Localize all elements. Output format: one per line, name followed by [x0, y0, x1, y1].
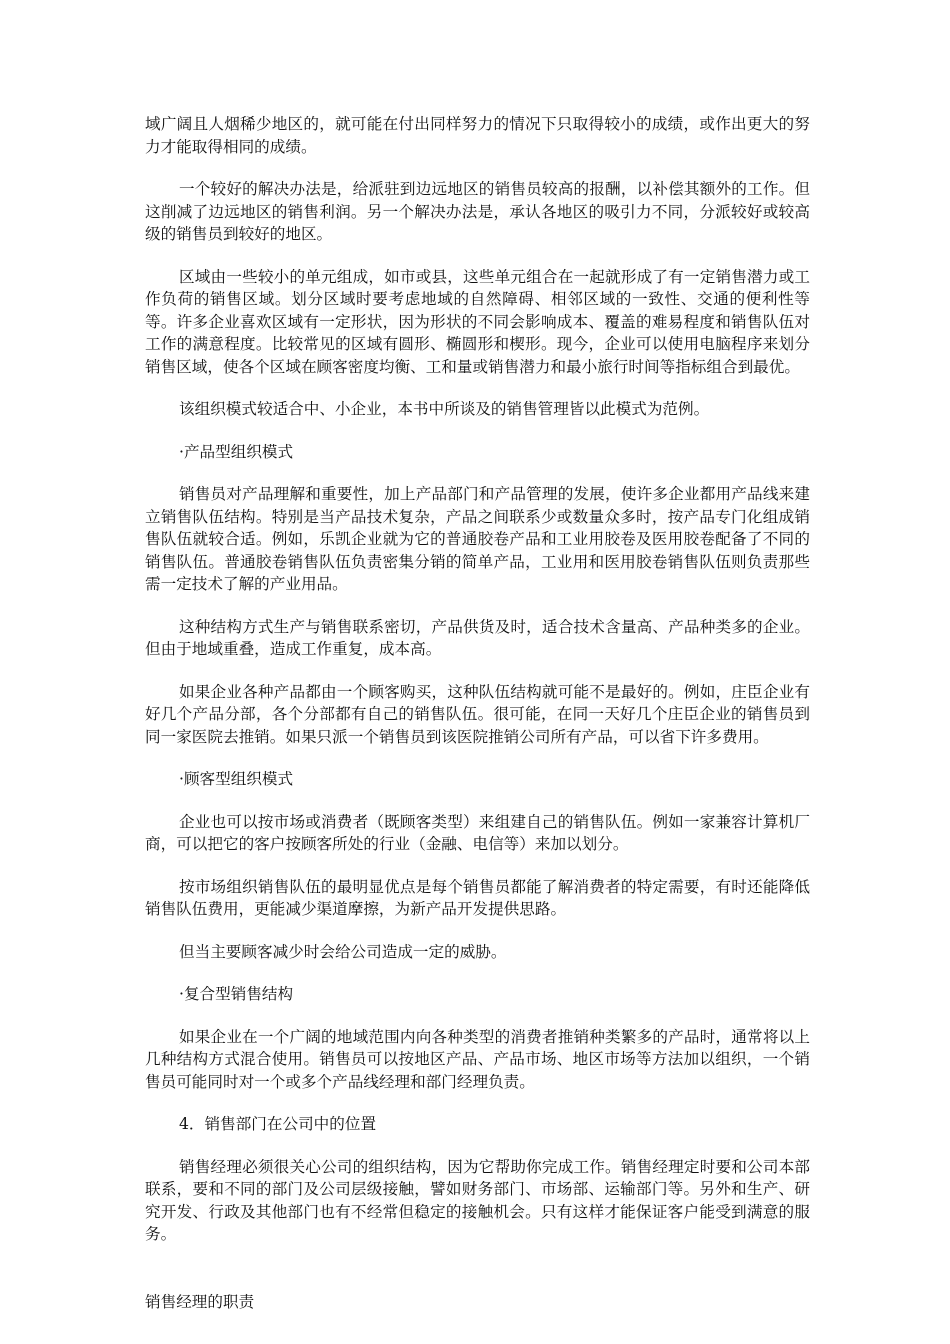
- heading-customer-model: ·顾客型组织模式: [179, 770, 294, 788]
- paragraph-remote-area-solution: 一个较好的解决办法是，给派驻到边远地区的销售员较高的报酬，以补偿其额外的工作。但这削减了边远地区的销售利润。另一个解决办法是，承认各地区的吸引力不同，分派较好或较高级的销售员到较好的地区。: [145, 180, 810, 243]
- heading-sales-dept-position: 4．销售部门在公司中的位置: [179, 1115, 377, 1133]
- paragraph-continuation: 域广阔且人烟稀少地区的，就可能在付出同样努力的情况下只取得较小的成绩，或作出更大的努力才能取得相同的成绩。: [145, 115, 810, 156]
- paragraph-sales-dept-position: 销售经理必须很关心公司的组织结构，因为它帮助你完成工作。销售经理定时要和公司本部联系，要和不同的部门及公司层级接触，譬如财务部门、市场部、运输部门等。另外和生产、研究开发、行政及其他部门也有不经常但稳定的接触机会。只有这样才能保证客户能受到满意的服务。: [145, 1157, 810, 1243]
- paragraph-customer-model-risk: 但当主要顾客减少时会给公司造成一定的威胁。: [179, 942, 507, 961]
- paragraph-customer-model-advantages: 按市场组织销售队伍的最明显优点是每个销售员都能了解消费者的特定需要，有时还能降低销售队伍费用，更能减少渠道摩擦，为新产品开发提供思路。: [145, 877, 810, 918]
- paragraph-product-model-example: 如果企业各种产品都由一个顾客购买，这种队伍结构就可能不是最好的。例如，庄臣企业有好几个产品分部，各个分部都有自己的销售队伍。很可能，在同一天好几个庄臣企业的销售员到同一家医院去推销。如果只派一个销售员到该医院推销公司所有产品，可以省下许多费用。: [145, 682, 810, 746]
- paragraph-product-model: 销售员对产品理解和重要性，加上产品部门和产品管理的发展，使许多企业都用产品线来建立销售队伍结构。特别是当产品技术复杂，产品之间联系少或数量众多时，按产品专门化组成销售队伍就较合适。例如，乐凯企业就为它的普通胶卷产品和工业用胶卷及医用胶卷配备了不同的销售队伍。普通胶卷销售队伍负责密集分销的简单产品，工业用和医用胶卷销售队伍则负责那些需一定技术了解的产业用品。: [145, 485, 810, 593]
- heading-hybrid-structure: ·复合型销售结构: [179, 985, 294, 1003]
- heading-product-model: ·产品型组织模式: [179, 442, 294, 461]
- paragraph-model-suitability: 该组织模式较适合中、小企业，本书中所谈及的销售管理皆以此模式为范例。: [179, 400, 710, 418]
- paragraph-hybrid-structure: 如果企业在一个广阔的地域范围内向各种类型的消费者推销种类繁多的产品时，通常将以上几种结构方式混合使用。销售员可以按地区产品、产品市场、地区市场等方法加以组织，一个销售员可能同时对一个或多个产品线经理和部门经理负责。: [145, 1027, 810, 1091]
- paragraph-territory-design: 区域由一些较小的单元组成，如市或县，这些单元组合在一起就形成了有一定销售潜力或工作负荷的销售区域。划分区域时要考虑地域的自然障碍、相邻区域的一致性、交通的便利性等等。许多企业喜欢区域有一定形状，因为形状的不同会影响成本、覆盖的难易程度和销售队伍对工作的满意程度。比较常见的区域有圆形、椭圆形和楔形。现今，企业可以使用电脑程序来划分销售区域，使各个区域在顾客密度均衡、工和量或销售潜力和最小旅行时间等指标组合到最优。: [145, 267, 810, 376]
- heading-sales-manager-duties: 销售经理的职责: [145, 1292, 255, 1311]
- paragraph-customer-model: 企业也可以按市场或消费者（既顾客类型）来组建自己的销售队伍。例如一家兼容计算机厂商，可以把它的客户按顾客所处的行业（金融、电信等）来加以划分。: [145, 812, 810, 853]
- paragraph-product-model-pros-cons: 这种结构方式生产与销售联系密切，产品供货及时，适合技术含量高、产品种类多的企业。但由于地域重叠，造成工作重复，成本高。: [145, 617, 810, 658]
- document-page: [145, 113, 810, 1313]
